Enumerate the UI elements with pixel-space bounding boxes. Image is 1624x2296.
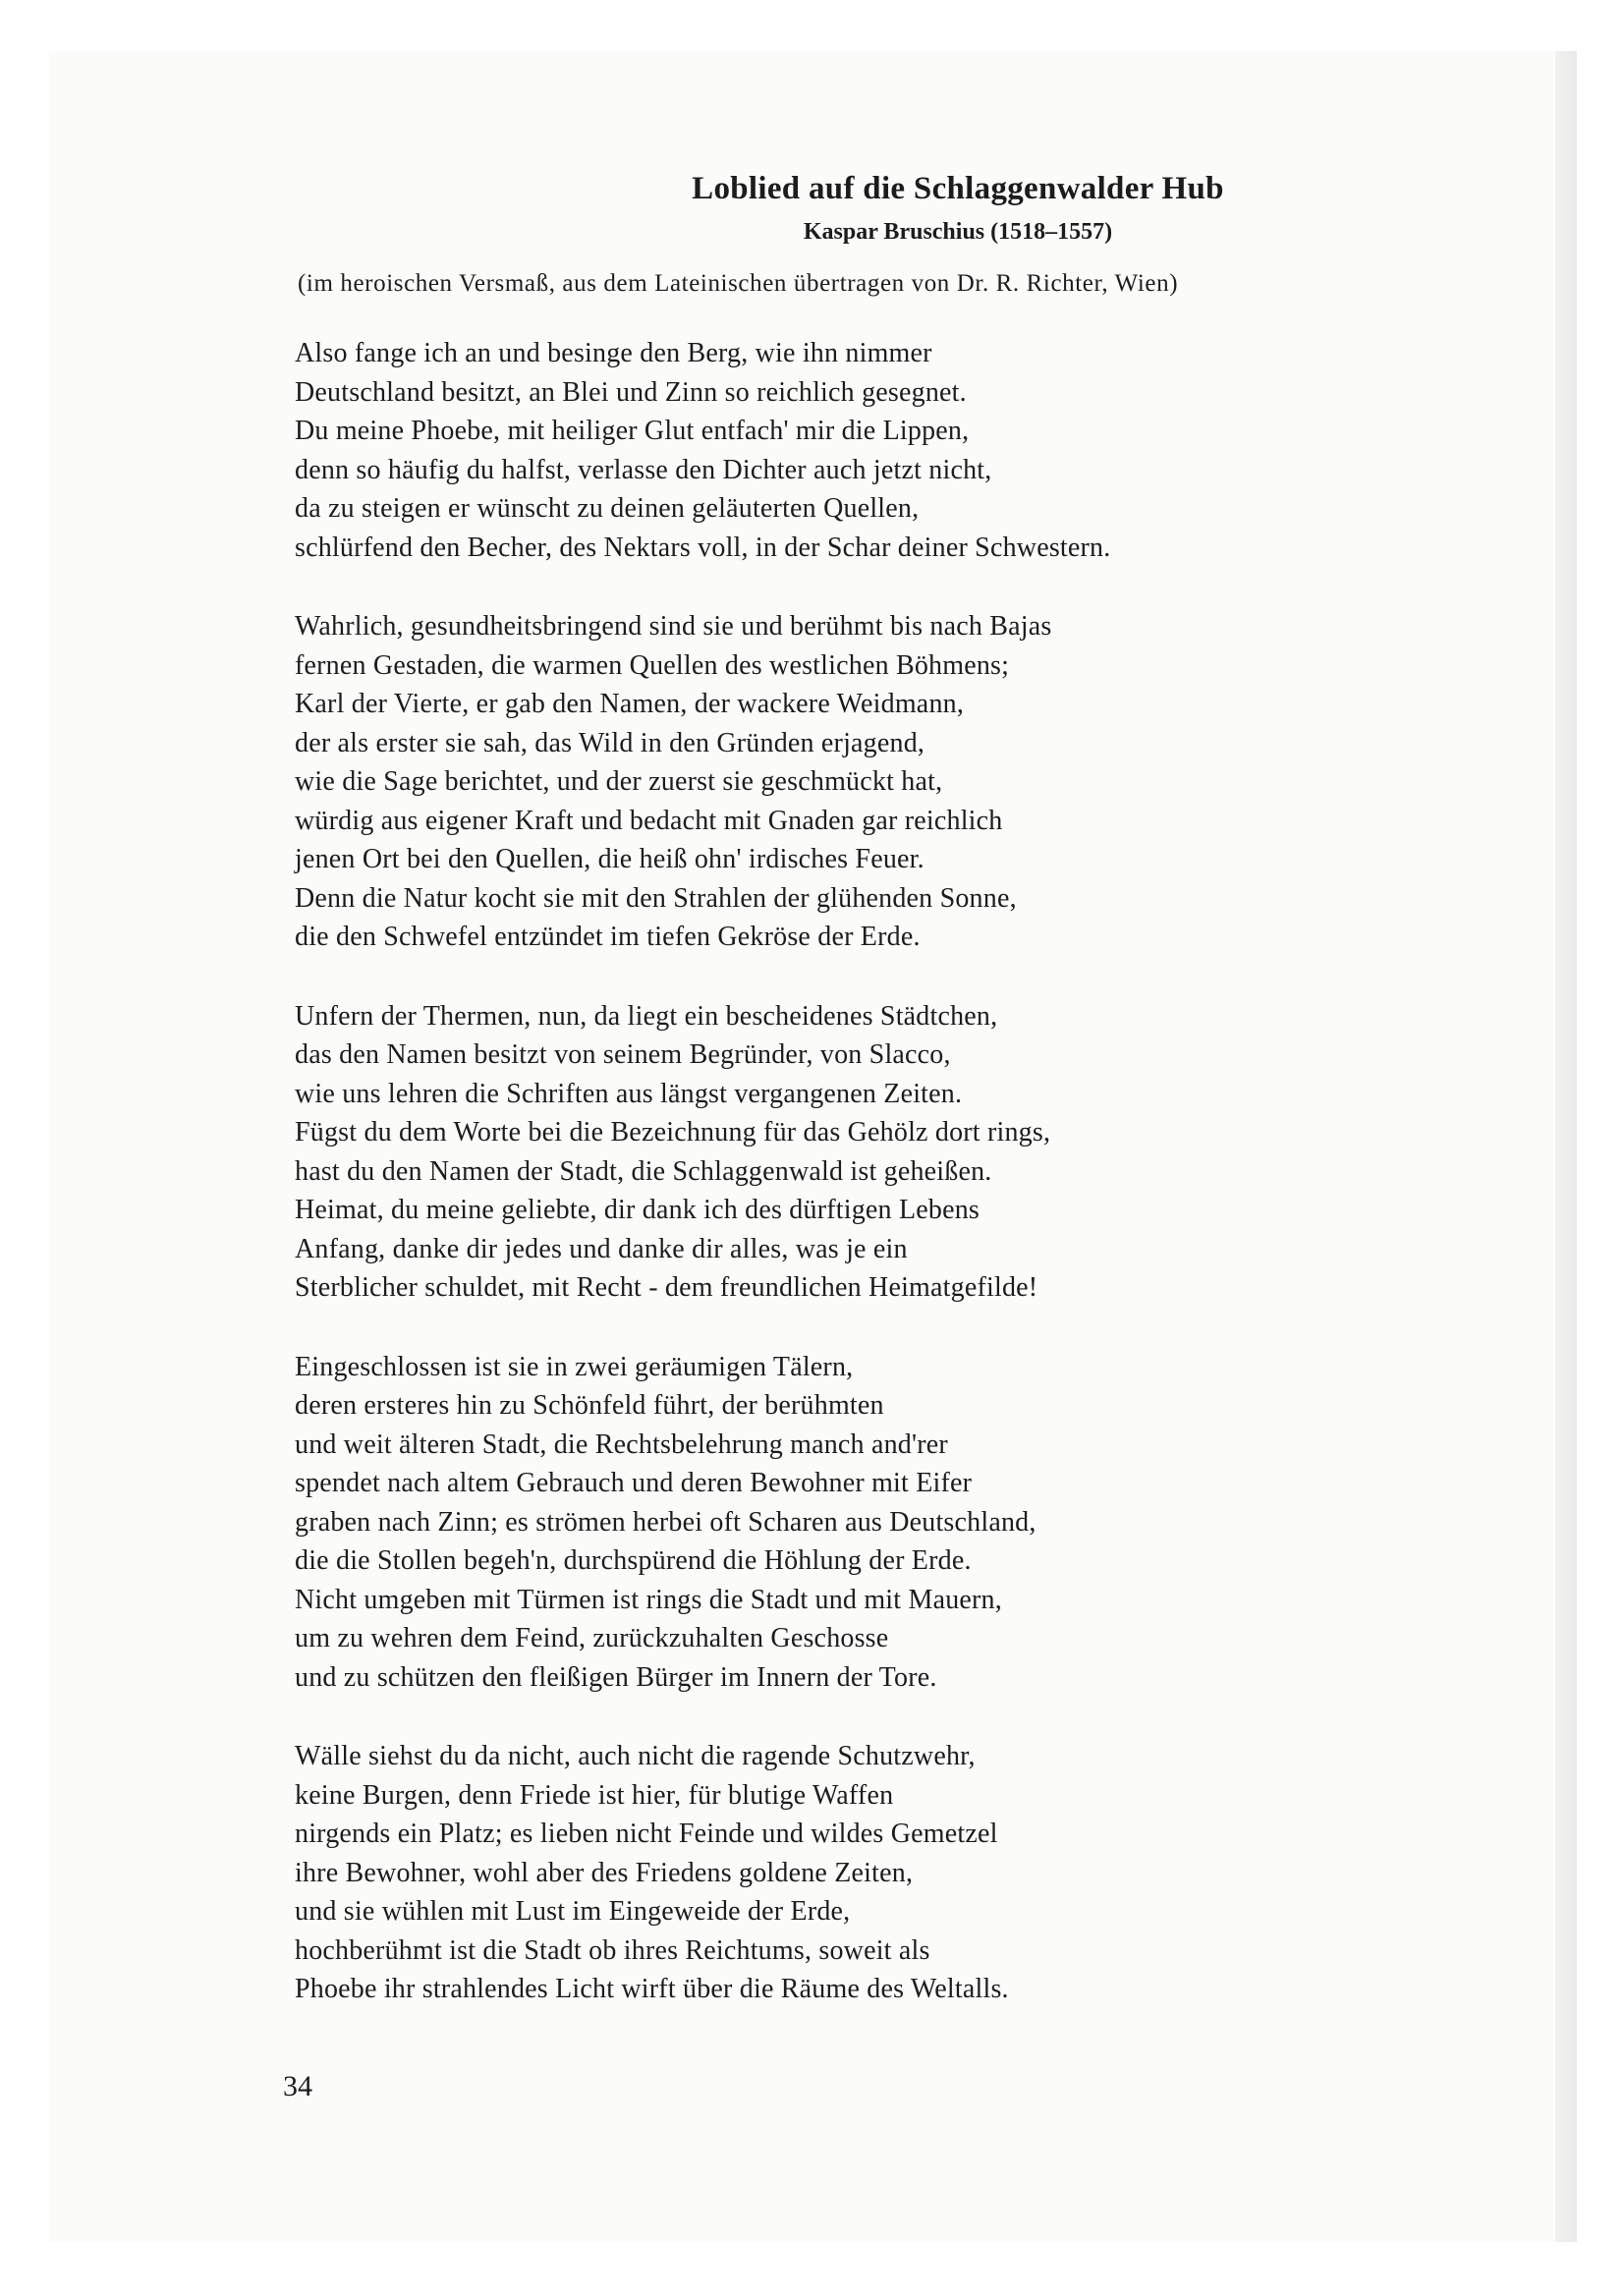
stanza xyxy=(295,997,1110,1308)
verse-line: und sie wühlen mit Lust im Eingeweide der Erde, xyxy=(295,1896,851,1927)
verse-line: Denn die Natur kocht sie mit den Strahlen der glühenden Sonne, xyxy=(295,882,1017,914)
verse-line: Heimat, du meine geliebte, dir dank ich des dürftigen Lebens xyxy=(295,1195,980,1225)
verse-line: würdig aus eigener Kraft und bedacht mit Gnaden gar reichlich xyxy=(295,805,1003,836)
verse-line: jenen Ort bei den Quellen, die heiß ohn' irdisches Feuer. xyxy=(295,844,924,874)
verse-line: die den Schwefel entzündet im tiefen Gekröse der Erde. xyxy=(295,922,921,952)
verse-line: Du meine Phoebe, mit heiliger Glut entfach' mir die Lippen, xyxy=(295,416,970,446)
poem-title: Loblied auf die Schlaggenwalder Hub xyxy=(692,171,1224,206)
verse-line: und weit älteren Stadt, die Rechtsbelehrung manch and'rer xyxy=(295,1428,948,1460)
verse-line: wie uns lehren die Schriften aus längst vergangenen Zeiten. xyxy=(295,1078,963,1109)
verse-line: schlürfend den Becher, des Nektars voll, in der Schar deiner Schwestern. xyxy=(295,532,1111,563)
verse-line: Fügst du dem Worte bei die Bezeichnung für das Gehölz dort rings, xyxy=(295,1117,1051,1148)
page-edge-shadow xyxy=(1555,51,1577,2242)
verse-line: Unfern der Thermen, nun, da liegt ein bescheidenes Städtchen, xyxy=(295,1000,998,1032)
verse-line: Karl der Vierte, er gab den Namen, der wackere Weidmann, xyxy=(295,689,965,719)
verse-line: Also fange ich an und besinge den Berg, wie ihn nimmer xyxy=(295,338,932,368)
verse-line: wie die Sage berichtet, und der zuerst sie geschmückt hat, xyxy=(295,766,943,797)
stanza xyxy=(295,334,1110,567)
stanza xyxy=(295,607,1110,957)
verse-line: graben nach Zinn; es strömen herbei oft Scharen aus Deutschland, xyxy=(295,1506,1036,1538)
stanza xyxy=(295,1737,1110,2009)
verse-line: Deutschland besitzt, an Blei und Zinn so reichlich gesegnet. xyxy=(295,376,967,408)
verse-line: die die Stollen begeh'n, durchspürend die Höhlung der Erde. xyxy=(295,1545,972,1576)
verse-line: um zu wehren dem Feind, zurückzuhalten Geschosse xyxy=(295,1623,889,1653)
verse-line: denn so häufig du halfst, verlasse den Dichter auch jetzt nicht, xyxy=(295,454,992,485)
verse-line: Wahrlich, gesundheitsbringend sind sie und berühmt bis nach Bajas xyxy=(295,611,1052,642)
verse-line: Nicht umgeben mit Türmen ist rings die Stadt und mit Mauern, xyxy=(295,1584,1002,1615)
verse-line: hast du den Namen der Stadt, die Schlaggenwald ist geheißen. xyxy=(295,1155,992,1187)
verse-line: Sterblicher schuldet, mit Recht - dem freundlichen Heimatgefilde! xyxy=(295,1272,1038,1303)
page-number: 34 xyxy=(283,2070,312,2102)
translation-note: (im heroischen Versmaß, aus dem Lateinischen übertragen von Dr. R. Richter, Wien) xyxy=(298,270,1179,297)
verse-line: da zu steigen er wünscht zu deinen geläuterten Quellen, xyxy=(295,493,920,524)
verse-line: der als erster sie sah, das Wild in den Gründen erjagend, xyxy=(295,727,925,758)
poem-author: Kaspar Bruschius (1518–1557) xyxy=(803,219,1113,245)
verse-line: hochberühmt ist die Stadt ob ihres Reichtums, soweit als xyxy=(295,1934,930,1966)
verse-line: Anfang, danke dir jedes und danke dir alles, was je ein xyxy=(295,1233,908,1264)
verse-line: ihre Bewohner, wohl aber des Friedens goldene Zeiten, xyxy=(295,1857,914,1888)
verse-line: das den Namen besitzt von seinem Begründer, von Slacco, xyxy=(295,1039,951,1070)
stanza xyxy=(295,1348,1110,1698)
poem-body xyxy=(295,334,1110,2049)
verse-line: deren ersteres hin zu Schönfeld führt, der berühmten xyxy=(295,1390,884,1421)
verse-line: spendet nach altem Gebrauch und deren Bewohner mit Eifer xyxy=(295,1468,973,1498)
verse-line: Eingeschlossen ist sie in zwei geräumigen Tälern, xyxy=(295,1351,854,1382)
verse-line: keine Burgen, denn Friede ist hier, für blutige Waffen xyxy=(295,1779,894,1811)
verse-line: und zu schützen den fleißigen Bürger im Innern der Tore. xyxy=(295,1661,937,1693)
verse-line: Phoebe ihr strahlendes Licht wirft über die Räume des Weltalls. xyxy=(295,1974,1009,2004)
verse-line: Wälle siehst du da nicht, auch nicht die ragende Schutzwehr, xyxy=(295,1741,976,1771)
verse-line: nirgends ein Platz; es lieben nicht Feinde und wildes Gemetzel xyxy=(295,1819,998,1849)
verse-line: fernen Gestaden, die warmen Quellen des westlichen Böhmens; xyxy=(295,649,1010,681)
